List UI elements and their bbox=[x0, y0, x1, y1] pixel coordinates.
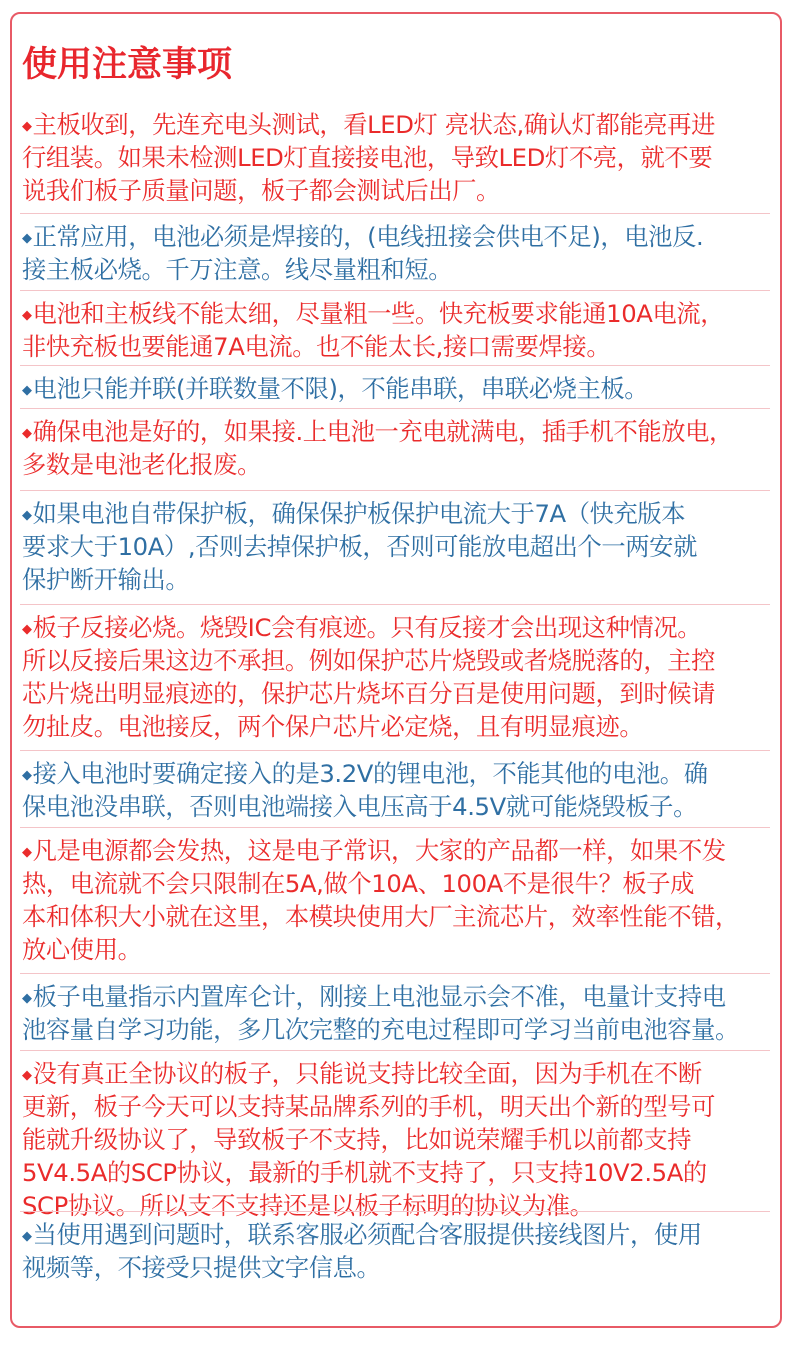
note-line bbox=[22, 900, 768, 933]
note-text: 勿扯皮。电池接反，两个保户芯片必定烧，且有明显痕迹。 bbox=[22, 712, 644, 741]
note-line bbox=[22, 1057, 768, 1090]
note-text: 主板收到，先连充电头测试，看LED灯 亮状态,确认灯都能亮再进 bbox=[32, 110, 715, 139]
note-text: 接主板必烧。千万注意。线尽量粗和短。 bbox=[22, 255, 453, 284]
note-text: 说我们板子质量问题，板子都会测试后出厂。 bbox=[22, 176, 500, 205]
note-text: 电池只能并联(并联数量不限)，不能串联，串联必烧主板。 bbox=[32, 374, 649, 403]
note-text: 板子反接必烧。烧毁IC会有痕迹。只有反接才会出现这种情况。 bbox=[32, 613, 702, 642]
note-text: SCP协议。所以支不支持还是以板子标明的协议为准。 bbox=[22, 1191, 594, 1220]
diamond-bullet-icon: ◆ bbox=[22, 383, 32, 398]
diamond-bullet-icon: ◆ bbox=[22, 1229, 32, 1244]
note-text: 保电池没串联，否则电池端接入电压高于4.5V就可能烧毁板子。 bbox=[22, 792, 697, 821]
diamond-bullet-icon: ◆ bbox=[22, 768, 32, 783]
diamond-bullet-icon: ◆ bbox=[22, 508, 32, 523]
note-line bbox=[22, 297, 768, 330]
note-line bbox=[22, 448, 768, 481]
note-text: 保护断开输出。 bbox=[22, 565, 190, 594]
diamond-bullet-icon: ◆ bbox=[22, 622, 32, 637]
note-item bbox=[22, 220, 768, 286]
diamond-bullet-icon: ◆ bbox=[22, 308, 32, 323]
note-text: 更新，板子今天可以支持某品牌系列的手机，明天出个新的型号可 bbox=[22, 1092, 716, 1121]
note-text: 芯片烧出明显痕迹的，保护芯片烧坏百分百是使用问题，到时候请 bbox=[22, 679, 716, 708]
diamond-bullet-icon: ◆ bbox=[22, 991, 32, 1006]
page-title: 使用注意事项 bbox=[22, 45, 233, 85]
note-line bbox=[22, 372, 768, 405]
note-text: 凡是电源都会发热，这是电子常识，大家的产品都一样，如果不发 bbox=[32, 836, 726, 865]
note-text: 本和体积大小就在这里，本模块使用大厂主流芯片，效率性能不错， bbox=[22, 902, 739, 931]
note-text: 正常应用，电池必须是焊接的，(电线扭接会供电不足)，电池反. bbox=[32, 222, 704, 251]
diamond-bullet-icon: ◆ bbox=[22, 119, 32, 134]
note-line bbox=[22, 108, 768, 141]
note-item bbox=[22, 980, 768, 1046]
note-line bbox=[22, 790, 768, 823]
note-text: 电池和主板线不能太细，尽量粗一些。快充板要求能通10A电流， bbox=[32, 299, 725, 328]
note-line bbox=[22, 834, 768, 867]
note-line bbox=[22, 757, 768, 790]
note-line bbox=[22, 1013, 768, 1046]
note-line bbox=[22, 1123, 768, 1156]
diamond-bullet-icon: ◆ bbox=[22, 1068, 32, 1083]
diamond-bullet-icon: ◆ bbox=[22, 231, 32, 246]
note-line bbox=[22, 330, 768, 363]
note-line bbox=[22, 563, 768, 596]
diamond-bullet-icon: ◆ bbox=[22, 426, 32, 441]
note-text: 多数是电池老化报废。 bbox=[22, 450, 261, 479]
note-item bbox=[22, 415, 768, 481]
note-line bbox=[22, 415, 768, 448]
note-item bbox=[22, 372, 768, 405]
note-line bbox=[22, 677, 768, 710]
note-item bbox=[22, 757, 768, 823]
note-item bbox=[22, 1057, 768, 1222]
note-line bbox=[22, 710, 768, 743]
note-line bbox=[22, 611, 768, 644]
note-text: 接入电池时要确定接入的是3.2V的锂电池，不能其他的电池。确 bbox=[32, 759, 708, 788]
note-line bbox=[22, 644, 768, 677]
note-item bbox=[22, 108, 768, 207]
note-text: 非快充板也要能通7A电流。也不能太长,接口需要焊接。 bbox=[22, 332, 611, 361]
note-text: 要求大于10A）,否则去掉保护板，否则可能放电超出个一两安就 bbox=[22, 532, 697, 561]
note-item bbox=[22, 611, 768, 743]
note-text: 视频等，不接受只提供文字信息。 bbox=[22, 1253, 381, 1282]
note-line bbox=[22, 867, 768, 900]
note-line bbox=[22, 530, 768, 563]
note-item bbox=[22, 1218, 768, 1284]
note-item bbox=[22, 497, 768, 596]
note-line bbox=[22, 1218, 768, 1251]
note-item bbox=[22, 297, 768, 363]
note-line bbox=[22, 1251, 768, 1284]
note-text: 所以反接后果这边不承担。例如保护芯片烧毁或者烧脱落的，主控 bbox=[22, 646, 716, 675]
note-text: 当使用遇到问题时，联系客服必须配合客服提供接线图片，使用 bbox=[32, 1220, 702, 1249]
note-text: 行组装。如果未检测LED灯直接接电池，导致LED灯不亮，就不要 bbox=[22, 143, 713, 172]
note-text: 5V4.5A的SCP协议，最新的手机就不支持了，只支持10V2.5A的 bbox=[22, 1158, 707, 1187]
note-line bbox=[22, 1090, 768, 1123]
note-text: 热，电流就不会只限制在5A,做个10A、100A不是很牛？板子成 bbox=[22, 869, 695, 898]
note-line bbox=[22, 141, 768, 174]
note-text: 如果电池自带保护板，确保保护板保护电流大于7A（快充版本 bbox=[32, 499, 686, 528]
note-line bbox=[22, 980, 768, 1013]
note-line bbox=[22, 220, 768, 253]
note-line bbox=[22, 1156, 768, 1189]
note-line bbox=[22, 253, 768, 286]
note-line bbox=[22, 174, 768, 207]
note-line bbox=[22, 933, 768, 966]
note-text: 没有真正全协议的板子，只能说支持比较全面，因为手机在不断 bbox=[32, 1059, 702, 1088]
note-text: 板子电量指示内置库仑计，刚接上电池显示会不准，电量计支持电 bbox=[32, 982, 726, 1011]
note-text: 确保电池是好的，如果接.上电池一充电就满电，插手机不能放电， bbox=[32, 417, 733, 446]
note-line bbox=[22, 497, 768, 530]
note-item bbox=[22, 834, 768, 966]
note-text: 能就升级协议了，导致板子不支持，比如说荣耀手机以前都支持 bbox=[22, 1125, 692, 1154]
diamond-bullet-icon: ◆ bbox=[22, 845, 32, 860]
note-text: 池容量自学习功能，多几次完整的充电过程即可学习当前电池容量。 bbox=[22, 1015, 739, 1044]
note-text: 放心使用。 bbox=[22, 935, 142, 964]
